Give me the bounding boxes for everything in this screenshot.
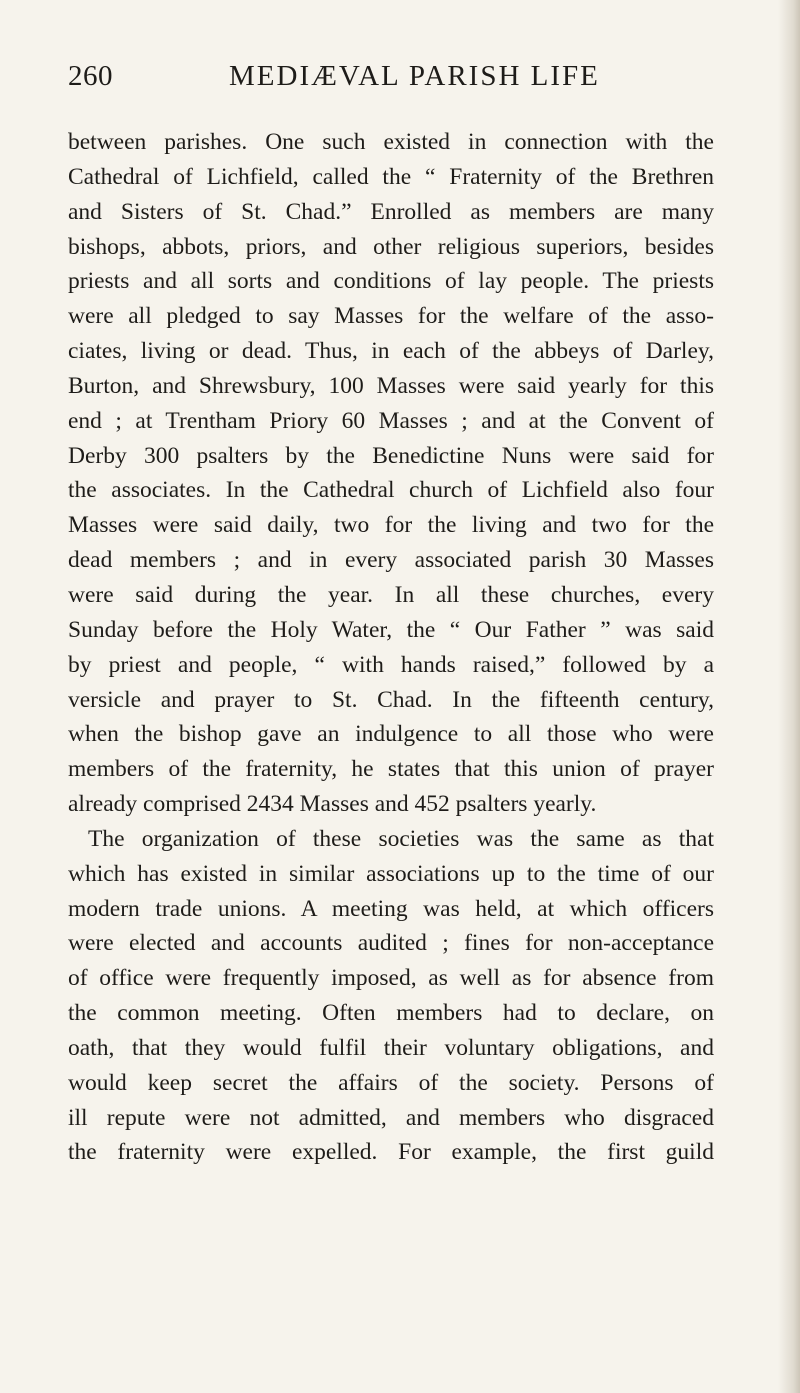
text-line: bishops, abbots, priors, and other religious superiors, besides xyxy=(68,233,714,260)
text-line: already comprised 2434 Masses and 452 psalters yearly. xyxy=(68,791,597,818)
text-line: by priest and people, “ with hands raised,” followed by a xyxy=(68,651,714,678)
text-line: end ; at Trentham Priory 60 Masses ; and at the Convent of xyxy=(68,407,714,434)
text-line: when the bishop gave an indulgence to all those who were xyxy=(68,721,714,748)
text-line: Masses were said daily, two for the living and two for the xyxy=(68,512,714,539)
text-line: modern trade unions. A meeting was held, at which officers xyxy=(68,895,714,922)
text-line: priests and all sorts and conditions of lay people. The priests xyxy=(68,268,714,295)
text-line: members of the fraternity, he states that this union of prayer xyxy=(68,756,714,783)
text-line: versicle and prayer to St. Chad. In the fifteenth century, xyxy=(68,686,714,713)
text-line: were all pledged to say Masses for the welfare of the asso- xyxy=(68,303,714,330)
text-line: Sunday before the Holy Water, the “ Our Father ” was said xyxy=(68,616,714,643)
text-line: would keep secret the affairs of the society. Persons of xyxy=(68,1069,714,1096)
text-line: oath, that they would fulfil their voluntary obligations, and xyxy=(68,1034,714,1061)
text-line: between parishes. One such existed in connection with the xyxy=(68,129,714,155)
text-line: which has existed in similar associations up to the time of our xyxy=(68,860,714,887)
text-line: ciates, living or dead. Thus, in each of the abbeys of Darley, xyxy=(68,338,714,365)
text-line: Burton, and Shrewsbury, 100 Masses were said yearly for this xyxy=(68,372,714,399)
text-line: the fraternity were expelled. For example, the first guild xyxy=(68,1139,714,1166)
text-line: dead members ; and in every associated parish 30 Masses xyxy=(68,547,714,574)
text-line: the associates. In the Cathedral church of Lichfield also four xyxy=(68,477,714,504)
text-line: were said during the year. In all these churches, every xyxy=(68,581,714,608)
text-line: and Sisters of St. Chad.” Enrolled as members are many xyxy=(68,198,714,225)
text-line: Derby 300 psalters by the Benedictine Nuns were said for xyxy=(68,442,714,469)
text-line: the common meeting. Often members had to declare, on xyxy=(68,1000,714,1027)
body-text xyxy=(68,125,714,1170)
page-edge-shadow xyxy=(778,0,800,1393)
running-head xyxy=(68,60,708,104)
running-title: MEDIÆVAL PARISH LIFE xyxy=(229,60,600,92)
text-line: ill repute were not admitted, and members who disgraced xyxy=(68,1104,714,1131)
text-line: Cathedral of Lichfield, called the “ Fraternity of the Brethren xyxy=(68,163,714,190)
text-line: were elected and accounts audited ; fines for non-acceptance xyxy=(68,930,714,957)
paragraph-start-line: The organization of these societies was the same as that xyxy=(88,825,714,852)
page-number: 260 xyxy=(68,60,113,92)
text-line: of office were frequently imposed, as well as for absence from xyxy=(68,965,714,992)
